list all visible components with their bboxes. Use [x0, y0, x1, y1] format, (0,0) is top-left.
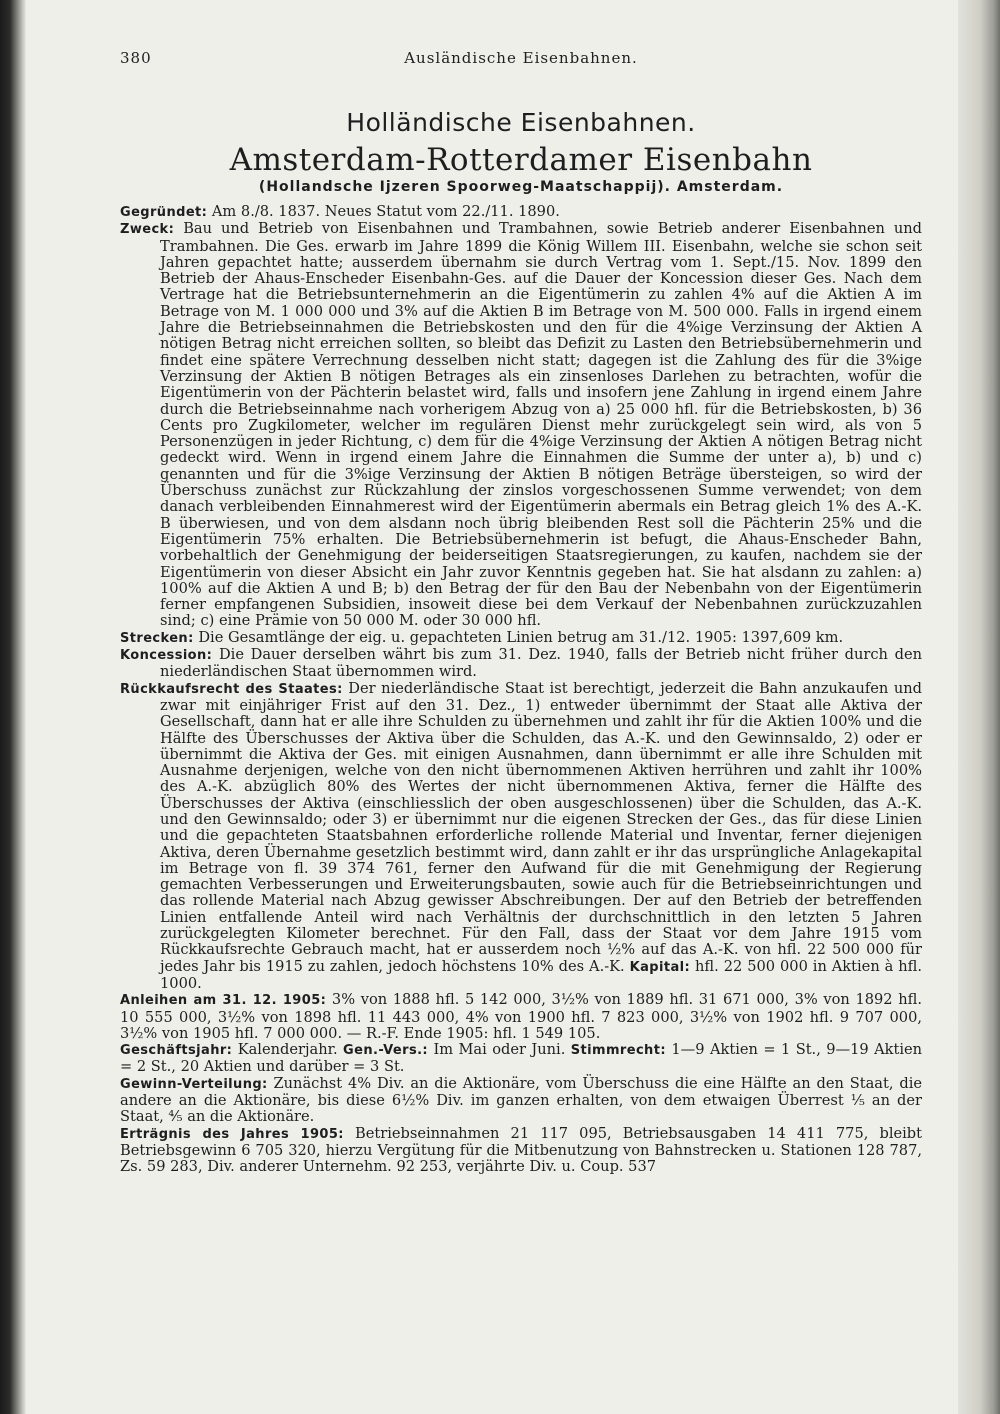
entry-text: Die Dauer derselben währt bis zum 31. Dez. 1940, falls der Betrieb nicht früher durch den niederländischen Staat übernommen wird.: [160, 646, 922, 681]
stimmrecht-text: 1—9 Aktien = 1 St., 9—19 Aktien = 2 St., 20 Aktien und darüber = 3 St.: [120, 1041, 923, 1076]
gen-vers-label: Gen.-Vers.:: [343, 1043, 429, 1059]
entry-text: 3% von 1888 hfl. 5 142 000, 3½% von 1889 hfl. 31 671 000, 3% von 1892 hfl. 10 555 000, 3½% von 1898 hfl. 11 443 000, 4% von 1900 hfl. 7 823 000, 3½% von 1902 hfl. 9 707 000, 3½% von 1905 hfl. 7 000 000. — R.-F. Ende 1905: hfl. 1 549 105.: [120, 991, 923, 1042]
entry-label: Gegründet:: [120, 205, 208, 220]
running-title: Ausländische Eisenbahnen.: [404, 49, 638, 67]
entry-gegruendet: [120, 204, 922, 221]
page-edge-shadow: [958, 0, 1000, 1414]
entry-label: Erträgnis des Jahres 1905:: [120, 1126, 344, 1142]
entry-zweck: [120, 221, 922, 629]
entry-text: Zunächst 4% Div. an die Aktionäre, vom Überschuss die eine Hälfte an den Staat, die andere an die Aktionäre, bis diese 6½% Div. im ganzen erhalten, von dem etwaigen Überrest ⅕ an der Staat, ⅘ an die Aktionäre.: [120, 1074, 922, 1126]
company-subtitle: (Hollandsche Ijzeren Spoorweg-Maatschappij). Amsterdam.: [258, 179, 784, 195]
entry-geschaeftsjahr: [120, 1042, 922, 1076]
entry-label: Gewinn-Verteilung:: [120, 1076, 268, 1092]
page-number: 380: [120, 49, 152, 67]
entry-text: Der niederländische Staat ist berechtigt, jederzeit die Bahn anzukaufen und zwar mit einjähriger Frist auf den 31. Dez., 1) entweder übernimmt der Staat alle Aktiva der Gesellschaft, dann hat er alle ihre Schulden zu übernehmen und zahlt ihr für die Aktien 100% und die Hälfte des Überschusses der Aktiva über die Schulden, das A.-K. und den Gewinnsaldo, 2) oder er übernimmt die Aktiva der Ges. mit einigen Ausnahmen, dann übernimmt er alle ihre Schulden mit Ausnahme derjenigen, welche von den nicht übernommenen Aktiven herrühren und zahlt ihr 100% des A.-K. abzüglich 80% des Wertes der nicht übernommenen Aktiva, ferner die Hälfte des Überschusses der Aktiva (einschliesslich der oben ausgeschlossenen) über die Schulden, das A.-K. und den Gewinnsaldo; oder 3) er übernimmt nur die eigenen Strecken der Ges., das für diese Linien und die gepachteten Staatsbahnen erforderliche rollende Material und Inventar, ferner diejenigen Aktiva, deren Übernahme gesetzlich bestimmt wird, dann zahlt er ihr das ursprüngliche Anlagekapital im Betrage von fl. 39 374 761, ferner den Aufwand für die mit Genehmigung der Regierung gemachten Verbesserungen und Erweiterungsbauten, sowie auch für die Betriebseinrichtungen und das rollende Material nach Abzug gewisser Abschreibungen. Der auf den Betrieb der betreffenden Linien entfallende Anteil wird nach Verhältnis der durchschnittlich in den letzten 5 Jahren zurückgelegten Kilometer berechnet. Für den Fall, dass der Staat vor dem Jahre 1915 vom Rückkaufsrechte Gebrauch macht, hat er ausserdem noch ½% auf das A.-K. von hfl. 22 500 000 für jedes Jahr bis 1915 zu zahlen, jedoch höchstens 10% des A.-K.: [160, 679, 923, 975]
gen-vers-text: Im Mai oder Juni.: [433, 1041, 566, 1059]
entry-label: Koncession:: [120, 648, 213, 664]
entry-text: Bau und Betrieb von Eisenbahnen und Trambahnen, sowie Betrieb anderer Eisenbahnen und Trambahnen. Die Ges. erwarb im Jahre 1899 die König Willem III. Eisenbahn, welche sie schon seit Jahren gepachtet hatte; ausserdem übernahm sie durch Vertrag vom 1. Sept./15. Nov. 1899 den Betrieb der Ahaus-Enscheder Eisenbahn-Ges. auf die Dauer der Koncession dieser Ges. Nach dem Vertrage hat die Betriebsunternehmerin an die Eigentümerin zu zahlen 4% auf die Aktien A im Betrage von M. 1 000 000 und 3% auf die Aktien B im Betrage von M. 500 000. Falls in irgend einem Jahre die Betriebseinnahmen die Betriebskosten und den für die 4%ige Verzinsung der Aktien A nötigen Betrag nicht erreichen sollten, so bleibt das Defizit zu Lasten den Betriebsübernehmerin und findet eine spätere Verrechnung desselben nicht statt; dagegen ist die Zahlung des für die 3%ige Verzinsung der Aktien B nötigen Betrages als ein zinsenloses Darlehen zu betrachten, wofür die Eigentümerin von der Pächterin belastet wird, falls und insofern jene Zahlung in irgend einem Jahre durch die Betriebseinnahme nach vorherigem Abzug von a) 25 000 hfl. für die Betriebskosten, b) 36 Cents pro Zugkilometer, welcher im regulären Dienst mehr zurückgelegt sein wird, als von 5 Personenzügen in jeder Richtung, c) dem für die 4%ige Verzinsung der Aktien A nötigen Betrag nicht gedeckt wird. Wenn in irgend einem Jahre die Einnahmen die Summe der unter a), b) und c) genannten und für die 3%ige Verzinsung der Aktien B nötigen Beträge übersteigen, so wird der Überschuss zunächst zur Rückzahlung der zinslos vorgeschossenen Summe verwendet; von dem danach verbleibenden Einnahmerest wird der Eigentümerin abermals ein Betrag gleich 1% des A.-K. B überwiesen, und von dem alsdann noch übrig bleibenden Rest soll die Pächterin 25% und die Eigentümerin 75% erhalten. Die Betriebsübernehmerin ist befugt, die Ahaus-Enscheder Bahn, vorbehaltlich der Genehmigung der beiderseitigen Staatsregierungen, zu kaufen, nachdem sie der Eigentümerin von dieser Absicht ein Jahr zuvor Kenntnis gegeben hat. Sie hat alsdann zu zahlen: a) 100% auf die Aktien A und B; b) den Betrag der für den Bau der Nebenbahn von der Eigentümerin ferner empfangenen Subsidien, insoweit diese bei dem Verkauf der Nebenbahnen zurückzuzahlen sind; c) eine Prämie von 50 000 M. oder 30 000 hfl.: [160, 220, 923, 630]
book-binding-shadow: [0, 0, 26, 1414]
running-header: [120, 50, 922, 78]
entry-label: Anleihen am 31. 12. 1905:: [120, 993, 327, 1009]
kapital-label: Kapital:: [629, 959, 691, 975]
entry-anleihen: [120, 992, 922, 1042]
entry-label: Geschäftsjahr:: [120, 1043, 233, 1059]
entry-strecken: [120, 630, 922, 647]
entry-text: Am 8./8. 1837. Neues Statut vom 22./11. 1890.: [211, 203, 560, 220]
entry-rueckkaufsrecht: [120, 681, 922, 993]
country-heading: Holländische Eisenbahnen.: [346, 108, 696, 137]
book-page: [120, 50, 922, 1176]
company-name: Amsterdam-Rotterdamer Eisenbahn: [229, 142, 813, 178]
entry-text: Die Gesamtlänge der eig. u. gepachteten Linien betrug am 31./12. 1905: 1397,609 km.: [198, 628, 844, 646]
entry-text: Betriebseinnahmen 21 117 095, Betriebsausgaben 14 411 775, bleibt Betriebsgewinn 6 705 320, hierzu Vergütung für die Mitbenutzung von Bahnstrecken u. Stationen 128 787, Zs. 59 283, Div. anderer Unternehm. 92 253, verjährte Div. u. Coup. 537: [120, 1124, 922, 1176]
entry-gewinn-verteilung: [120, 1076, 922, 1126]
entry-label: Zweck:: [120, 222, 175, 238]
entry-koncession: [120, 647, 922, 681]
kapital-text: hfl. 22 500 000 in Aktien à hfl. 1000.: [160, 957, 923, 992]
entry-ertraegnis: [120, 1126, 922, 1176]
entry-label: Strecken:: [120, 630, 194, 646]
entry-text: Kalenderjahr.: [237, 1041, 338, 1059]
entry-label: Rückkaufsrecht des Staates:: [120, 681, 343, 697]
stimmrecht-label: Stimmrecht:: [570, 1043, 666, 1059]
